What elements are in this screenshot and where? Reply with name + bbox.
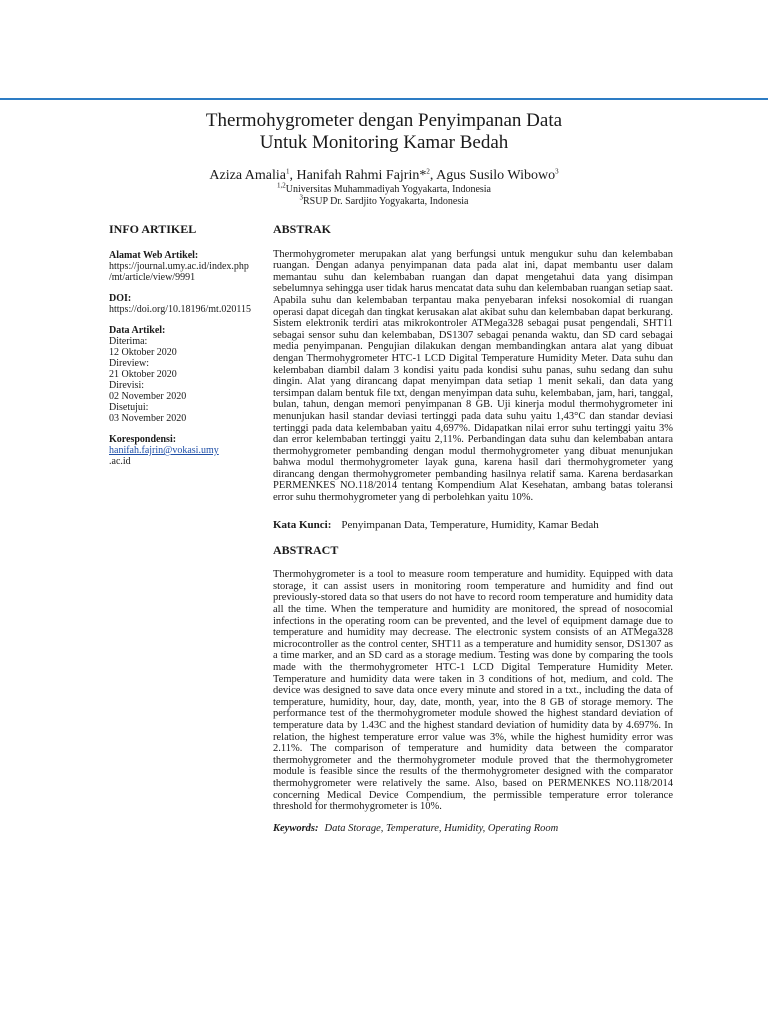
accepted-date: 03 November 2020: [109, 413, 187, 424]
kata-kunci-label: Kata Kunci:: [273, 518, 332, 531]
affiliation-1: [0, 181, 768, 196]
kata-kunci-row: [273, 519, 673, 532]
correspondence-email-cont: .ac.id: [109, 456, 131, 467]
abstract-column: [273, 224, 673, 834]
author-1: Aziza Amalia: [209, 168, 286, 183]
author-2: Hanifah Rahmi Fajrin*: [296, 168, 427, 183]
author-3-sup: 3: [555, 167, 559, 176]
affiliation-2: [0, 193, 768, 208]
received-label: Diterima:: [109, 336, 148, 347]
revised-date: 02 November 2020: [109, 391, 187, 402]
affiliation-2-text: RSUP Dr. Sardjito Yogyakarta, Indonesia: [303, 196, 469, 207]
abstrak-body: Thermohygrometer merupakan alat yang berfungsi untuk mengukur suhu dan kelembaban ruangan. Dengan adanya penyimpanan data pada alat ini, dapat membantu user dalam memantau suhu dan kelembaban ruangan dan dapat mengetahui data yang disimpan sebelumnya sehingga user tidak harus mencatat data suhu dan kelembaban ruangan setiap saat. Apabila suhu dan kelembaban terpantau maka penyebaran infeksi nosokomial di ruangan operasi dapat dicegah dan tingkat kerusakan alat akibat suhu dan kelembaban dapat berkurang. Sistem elektronik terdiri atas mikrokontroler ATMega328 sebagai pusat pengendali, SHT11 sebagai sensor suhu dan kelembaban, DS1307 sebagai penanda waktu, dan SD card sebagai media penyimpanan. Pengujian dilakukan dengan membandingkan antara alat yang dibuat dengan Thermohygrometer HTC-1 LCD Digital Temperature Humidity Meter. Data suhu dan kelembaban diambil dalam 3 kondisi yaitu pada kondisi suhu panas, suhu sedang dan suhu dingin. Alat yang dirancang dapat menyimpan data setiap 1 menit sekali, dan data yang tersimpan dalam bentuk file txt, dengan menyimpan data suhu, kelembaban, jam, hari, tanggal, bulan, tahun, dengan memori penyimpanan 8 GB. Uji kinerja modul thermohygrometer ini menunjukan hasil standar deviasi tertinggi pada data suhu yaitu 1,43°C dan standar deviasi tertinggi pada data kelembaban yaitu 4,697%. Didapatkan nilai error suhu tertinggi yaitu 3% dan error kelembaban tertinggi yaitu 2,11%. Perbandingan data suhu dan kelembaban antara thermohygrometer pembanding dengan modul thermohygrometer yang dibuat menunjukan bahwa modul thermohygrometer layak guna, karena hasil dari thermohygrometer yang dirancang dengan thermohygrometer pembanding hasilnya relatif sama. Karena berdasarkan PERMENKES NO.118/2014 tentang Kompendium Alat Kesehatan, ambang batas toleransi error suhu thermohygrometer yang di perbolehkan yaitu 10%.: [273, 248, 673, 504]
kata-kunci-value: Penyimpanan Data, Temperature, Humidity, Kamar Bedah: [341, 518, 599, 531]
paper-title: [0, 110, 768, 154]
author-3: Agus Susilo Wibowo: [436, 168, 556, 183]
affiliation-1-sup: 1,2: [277, 181, 286, 190]
web-url-line-1[interactable]: https://journal.umy.ac.id/index.php: [109, 261, 249, 272]
web-url-line-2[interactable]: /mt/article/view/9991: [109, 272, 196, 283]
header-rule: [0, 98, 768, 100]
affiliation-2-sup: 3: [299, 193, 304, 202]
author-sep-1: ,: [289, 168, 297, 183]
article-data-label: Data Artikel:: [109, 325, 166, 336]
author-list: [0, 168, 768, 184]
affiliation-1-text: Universitas Muhammadiyah Yogyakarta, Indonesia: [285, 184, 491, 195]
author-sep-2: ,: [429, 168, 437, 183]
keywords-value: Data Storage, Temperature, Humidity, Operating Room: [324, 822, 559, 834]
author-2-sup: 2: [426, 167, 430, 176]
reviewed-label: Direview:: [109, 358, 149, 369]
author-1-sup: 1: [285, 167, 290, 176]
keywords-row: [273, 823, 673, 835]
received-date: 12 Oktober 2020: [109, 347, 177, 358]
web-label: Alamat Web Artikel:: [109, 250, 199, 261]
correspondence-label: Korespondensi:: [109, 434, 177, 445]
keywords-label: Keywords:: [273, 822, 319, 834]
doi-label: DOI:: [109, 293, 132, 304]
reviewed-date: 21 Oktober 2020: [109, 369, 177, 380]
info-heading: INFO ARTIKEL: [109, 222, 197, 236]
abstract-heading: ABSTRACT: [273, 542, 339, 557]
doi-link[interactable]: https://doi.org/10.18196/mt.020115: [109, 304, 251, 315]
abstract-body: Thermohygrometer is a tool to measure room temperature and humidity. Equipped with data storage, it can assist users in monitoring room temperature and humidity and find out previously-stored data so that users do not have to record room temperature and humidity data all the time. When the temperature and humidity are monitored, the spread of nosocomial infections in the operating room can be prevented, and the level of equipment damage due to temperature and humidity may decrease. The electronic system consists of an ATMega328 microcontroller as the control center, SHT11 as a temperature and humidity sensor, DS1307 as a time marker, and an SD card as a storage medium. Testing was done by comparing the tools made with the thermohygrometer HTC-1 LCD Digital Temperature Humidity Meter. Temperature and humidity data were taken in 3 conditions of hot, medium, and cold. The device was designed to save data once every minute and stored in a txt., including the data of temperature, humidity, hour, day, date, month, year, into the 8 GB of storage memory. The performance test of the thermohygrometer module showed the highest standard deviation of temperature data by 1.43C and the highest standard deviation of humidity data by 4.697%. In relation, the highest temperature error value was 3%, while the highest humidity error was 2.11%. The comparison of temperature and humidity data between the comparator thermohygrometer and the thermohygrometer module proved that the thermohygrometer module is feasible since the results of the thermohygrometer designed with the comparator thermohygrometer were relatively the same. Also, based on PERMENKES NO.118/2014 concerning Medical Device Compendium, the permissible temperature error tolerance threshold for thermohygrometer is 10%.: [273, 569, 673, 813]
accepted-label: Disetujui:: [109, 402, 149, 413]
title-line-1: Thermohygrometer dengan Penyimpanan Data: [205, 110, 563, 131]
abstrak-heading: ABSTRAK: [273, 222, 332, 236]
title-line-2: Untuk Monitoring Kamar Bedah: [259, 132, 509, 153]
article-info-column: [109, 224, 259, 467]
correspondence-email-link[interactable]: hanifah.fajrin@vokasi.umy: [109, 445, 219, 456]
revised-label: Direvisi:: [109, 380, 144, 391]
